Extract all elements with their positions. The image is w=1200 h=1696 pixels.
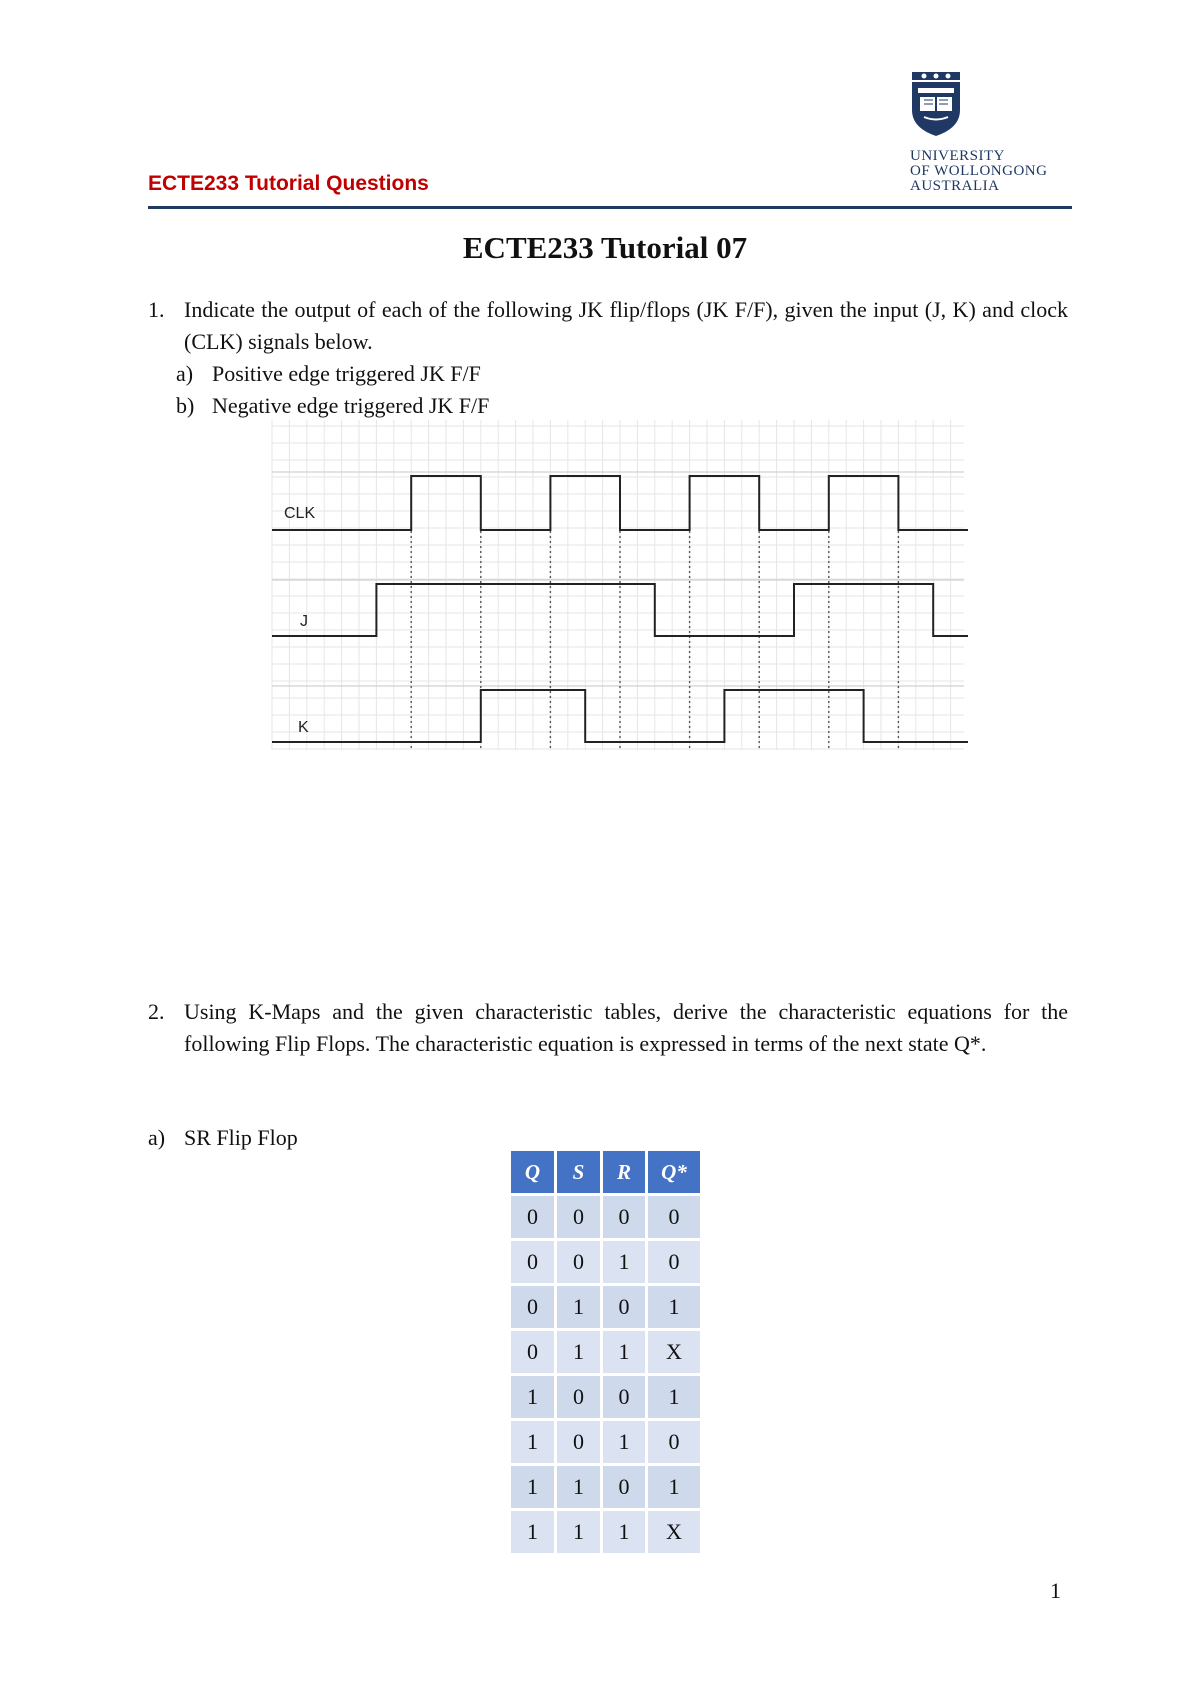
table-row xyxy=(511,1511,700,1553)
table-cell: 1 xyxy=(648,1376,700,1418)
table-cell: 1 xyxy=(511,1376,554,1418)
table-cell: 0 xyxy=(557,1376,600,1418)
table-row xyxy=(511,1196,700,1238)
table-cell: 1 xyxy=(603,1331,645,1373)
question-2-part-a xyxy=(148,1122,298,1154)
table-cell: 0 xyxy=(603,1196,645,1238)
question-1-text: Indicate the output of each of the following JK flip/flops (JK F/F), given the input (J, K) and clock (CLK) signals below. xyxy=(184,297,1068,354)
table-header-q-next: Q* xyxy=(648,1151,700,1193)
table-row xyxy=(511,1421,700,1463)
document-title: ECTE233 Tutorial 07 xyxy=(462,230,748,265)
logo-line-1: UNIVERSITY xyxy=(910,148,1005,164)
table-cell: X xyxy=(648,1331,700,1373)
table-cell: 1 xyxy=(511,1466,554,1508)
table-cell: 1 xyxy=(557,1511,600,1553)
table-cell: 1 xyxy=(648,1286,700,1328)
header-title: ECTE233 Tutorial Questions xyxy=(148,172,429,195)
question-1-number: 1. xyxy=(148,297,165,322)
table-cell: 1 xyxy=(557,1286,600,1328)
table-cell: 0 xyxy=(648,1421,700,1463)
table-body xyxy=(511,1196,700,1553)
table-cell: 1 xyxy=(603,1241,645,1283)
table-cell: 1 xyxy=(603,1511,645,1553)
question-1-item-b xyxy=(176,390,489,422)
page-number: 1 xyxy=(1050,1578,1061,1603)
question-1 xyxy=(148,294,1068,358)
table-cell: 0 xyxy=(603,1376,645,1418)
university-crest-icon xyxy=(910,70,962,138)
question-2-number: 2. xyxy=(148,999,165,1024)
table-cell: 0 xyxy=(603,1466,645,1508)
part-label: a) xyxy=(148,1125,166,1150)
table-row xyxy=(511,1331,700,1373)
table-header-s: S xyxy=(557,1151,600,1193)
table-cell: 0 xyxy=(648,1241,700,1283)
table-cell: X xyxy=(648,1511,700,1553)
header-rule xyxy=(148,206,1072,209)
table-cell: 0 xyxy=(557,1241,600,1283)
table-header-row xyxy=(511,1151,700,1193)
table-row xyxy=(511,1241,700,1283)
table-cell: 0 xyxy=(511,1241,554,1283)
table-row xyxy=(511,1376,700,1418)
question-1-item-a xyxy=(176,358,481,390)
item-label: b) xyxy=(176,393,195,418)
signal-label-k: K xyxy=(298,719,309,736)
logo-line-3: AUSTRALIA xyxy=(910,178,1000,194)
table-cell: 1 xyxy=(511,1511,554,1553)
timing-diagram xyxy=(268,420,968,750)
question-2-text: Using K-Maps and the given characteristic tables, derive the characteristic equations for the following Flip Flops. The characteristic equation is expressed in terms of the next state Q*. xyxy=(184,999,1068,1056)
table-header-r: R xyxy=(603,1151,645,1193)
table-cell: 1 xyxy=(511,1421,554,1463)
table-cell: 1 xyxy=(603,1421,645,1463)
question-2 xyxy=(148,996,1068,1060)
table-header-q: Q xyxy=(511,1151,554,1193)
table-cell: 0 xyxy=(603,1286,645,1328)
table-cell: 0 xyxy=(511,1196,554,1238)
university-logo xyxy=(910,70,1072,194)
table-cell: 1 xyxy=(648,1466,700,1508)
part-text: SR Flip Flop xyxy=(184,1125,298,1150)
table-cell: 1 xyxy=(557,1331,600,1373)
table-cell: 0 xyxy=(511,1331,554,1373)
table-cell: 0 xyxy=(648,1196,700,1238)
signal-label-j: J xyxy=(300,613,308,630)
table-row xyxy=(511,1466,700,1508)
item-label: a) xyxy=(176,361,194,386)
table-cell: 0 xyxy=(557,1196,600,1238)
item-text: Negative edge triggered JK F/F xyxy=(212,393,490,418)
table-row xyxy=(511,1286,700,1328)
table-cell: 0 xyxy=(511,1286,554,1328)
sr-characteristic-table xyxy=(508,1148,703,1556)
signal-label-clk: CLK xyxy=(284,505,316,522)
item-text: Positive edge triggered JK F/F xyxy=(212,361,481,386)
logo-line-2: OF WOLLONGONG xyxy=(910,163,1048,179)
table-cell: 1 xyxy=(557,1466,600,1508)
table-cell: 0 xyxy=(557,1421,600,1463)
